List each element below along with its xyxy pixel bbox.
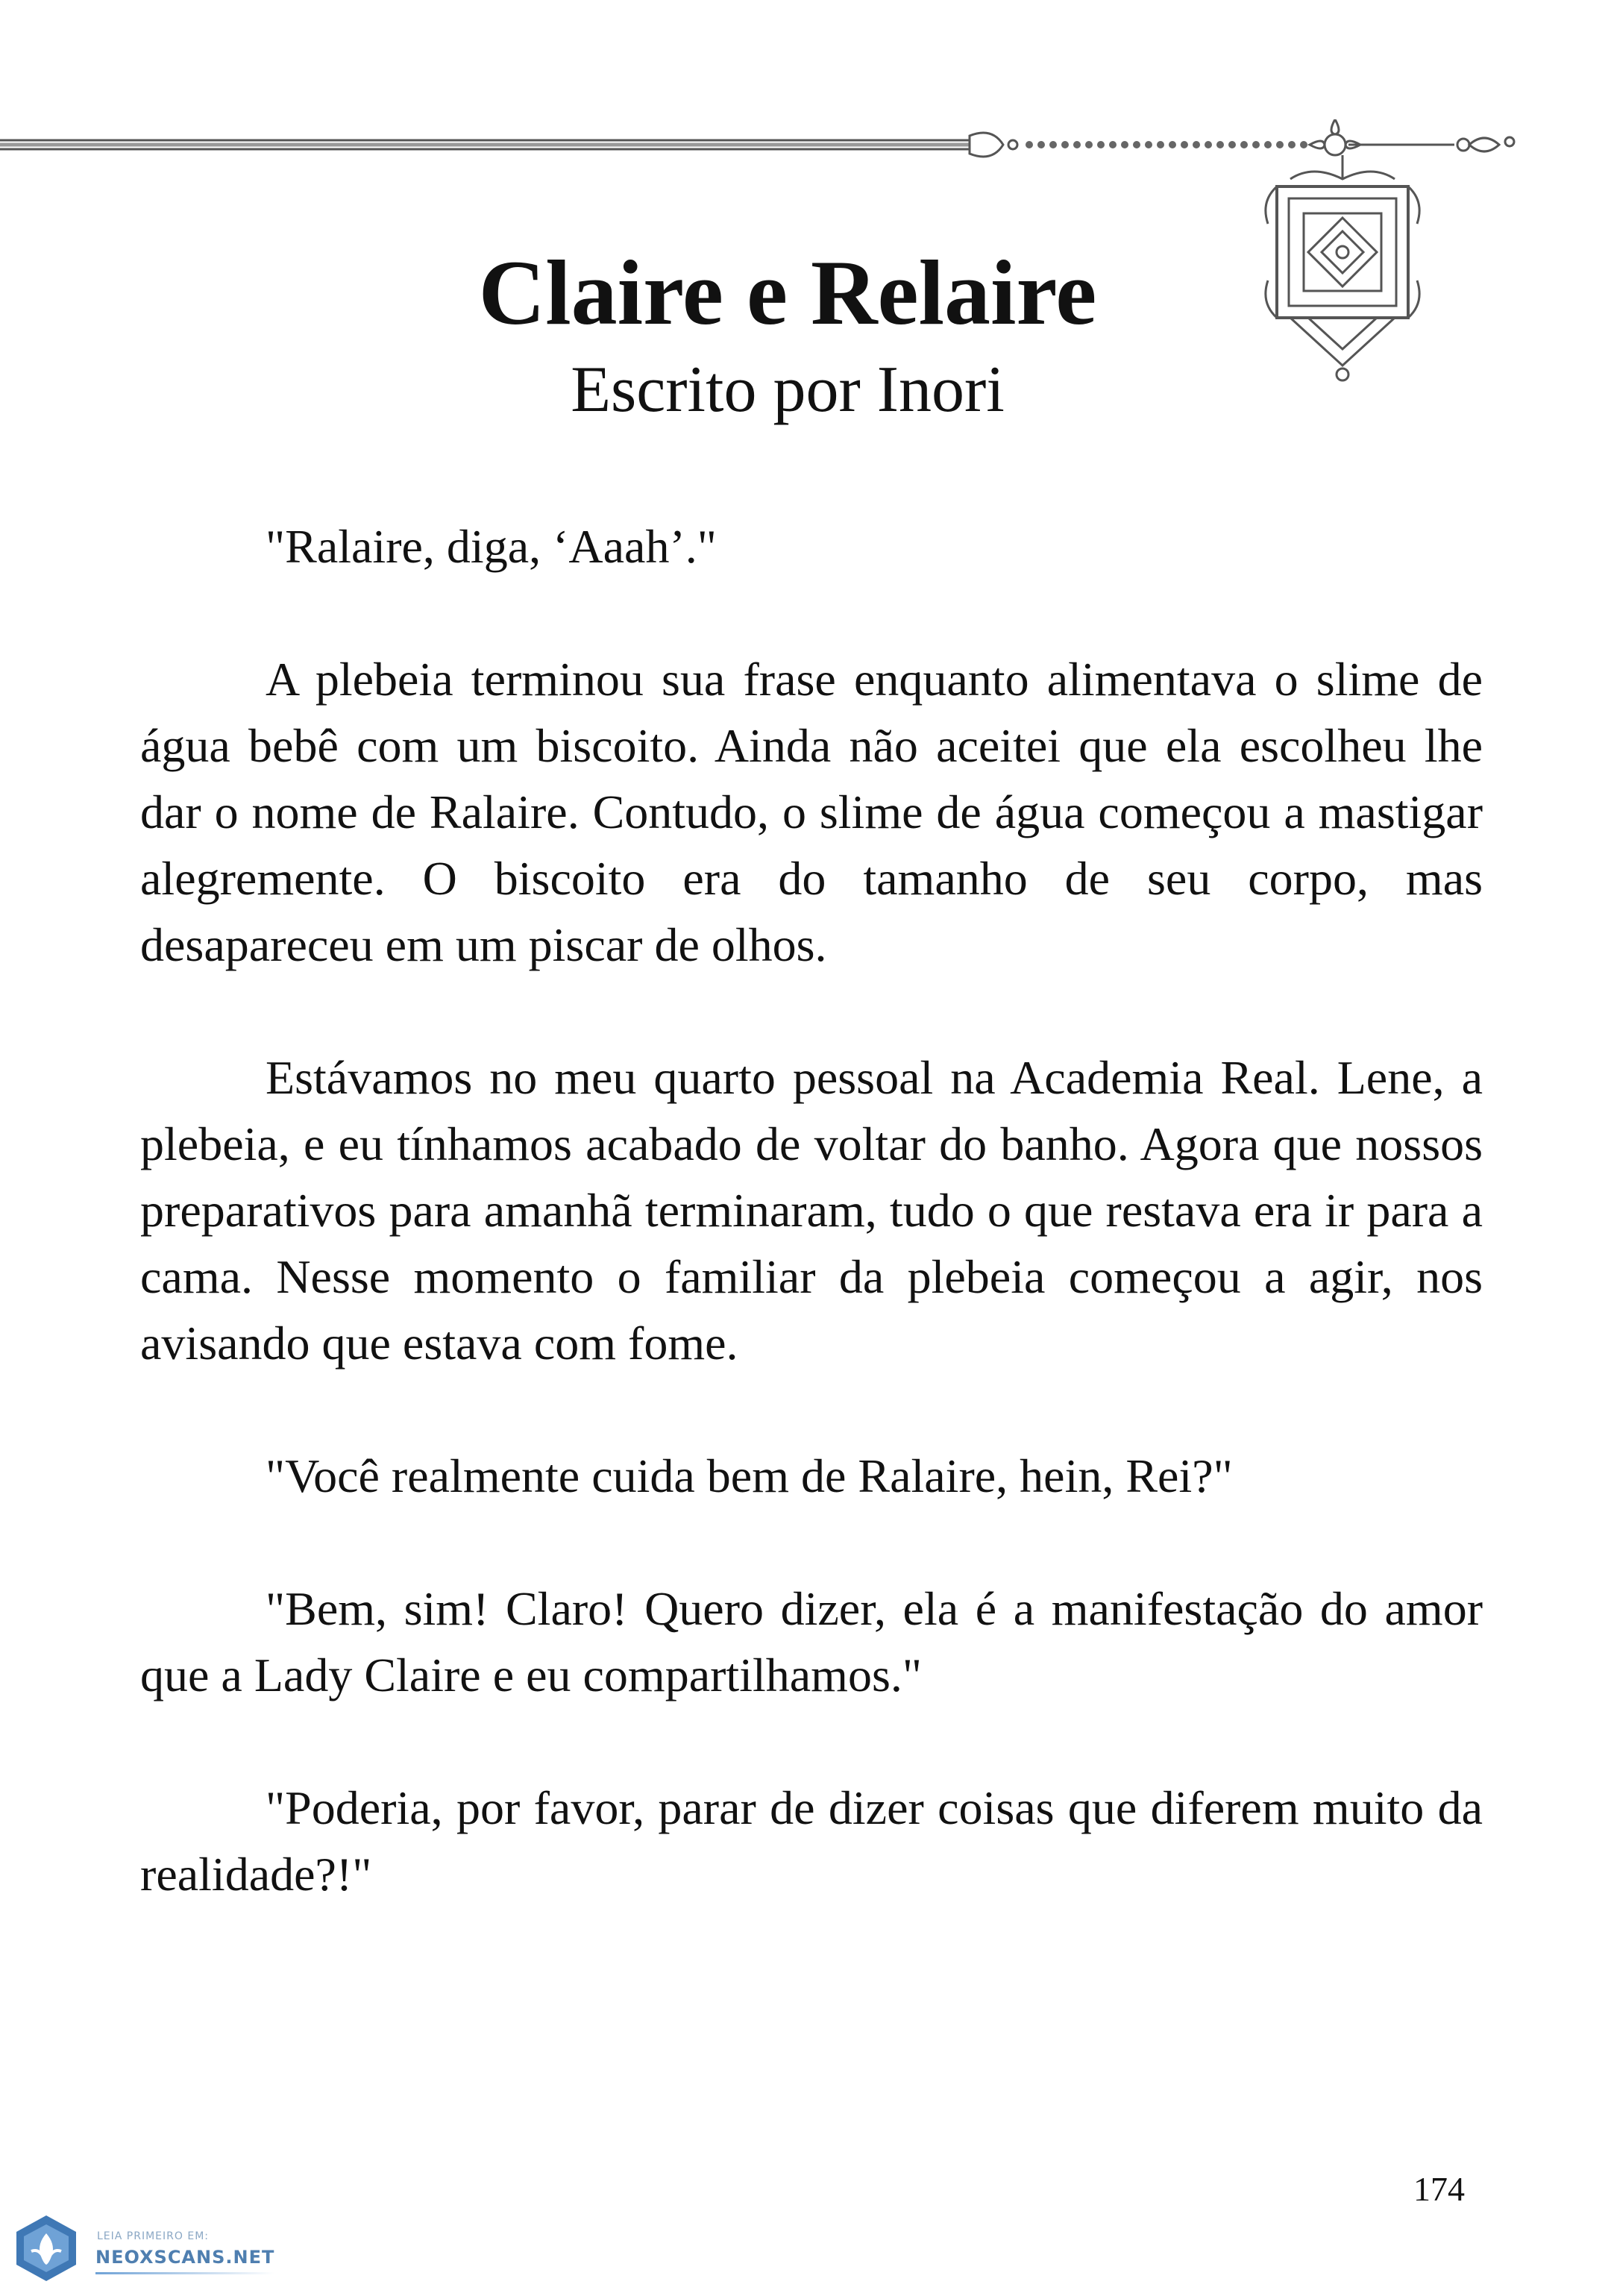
paragraph: "Você realmente cuida bem de Ralaire, hein, Rei?" — [266, 1449, 1233, 1502]
site-watermark — [9, 2208, 277, 2290]
watermark-underline — [95, 2272, 274, 2274]
neoxscans-logo-icon — [9, 2211, 84, 2286]
chapter-title: Claire e Relaire — [478, 242, 1097, 344]
paragraph: Estávamos no meu quarto pessoal na Academia Real. Lene, a plebeia, e eu tínhamos acabado de voltar do banho. Agora que nossos preparativos para amanhã terminaram, tudo o que restava era ir para a cama. Nesse momento o familiar da plebeia começou a agir, nos avisando que estava com fome. — [140, 1051, 1483, 1370]
paragraph: "Poderia, por favor, parar de dizer coisas que diferem muito da realidade?!" — [140, 1781, 1483, 1901]
paragraph: A plebeia terminou sua frase enquanto alimentava o slime de água bebê com um biscoito. Ainda não aceitei que ela escolheu lhe dar o nome de Ralaire. Contudo, o slime de água começou a mastigar alegremente. O biscoito era do tamanho de seu corpo, mas desapareceu em um piscar de olhos. — [140, 653, 1483, 971]
watermark-tagline: LEIA PRIMEIRO EM: — [97, 2230, 209, 2242]
chapter-body — [140, 513, 1483, 1974]
chapter-author: Escrito por Inori — [571, 354, 1005, 426]
page-number: 174 — [1413, 2170, 1465, 2208]
paragraph: "Ralaire, diga, ‘Aaah’." — [266, 520, 717, 573]
watermark-site: NEOXSCANS.NET — [95, 2247, 275, 2268]
paragraph: "Bem, sim! Claro! Quero dizer, ela é a manifestação do amor que a Lady Claire e eu compartilhamos." — [140, 1582, 1483, 1701]
